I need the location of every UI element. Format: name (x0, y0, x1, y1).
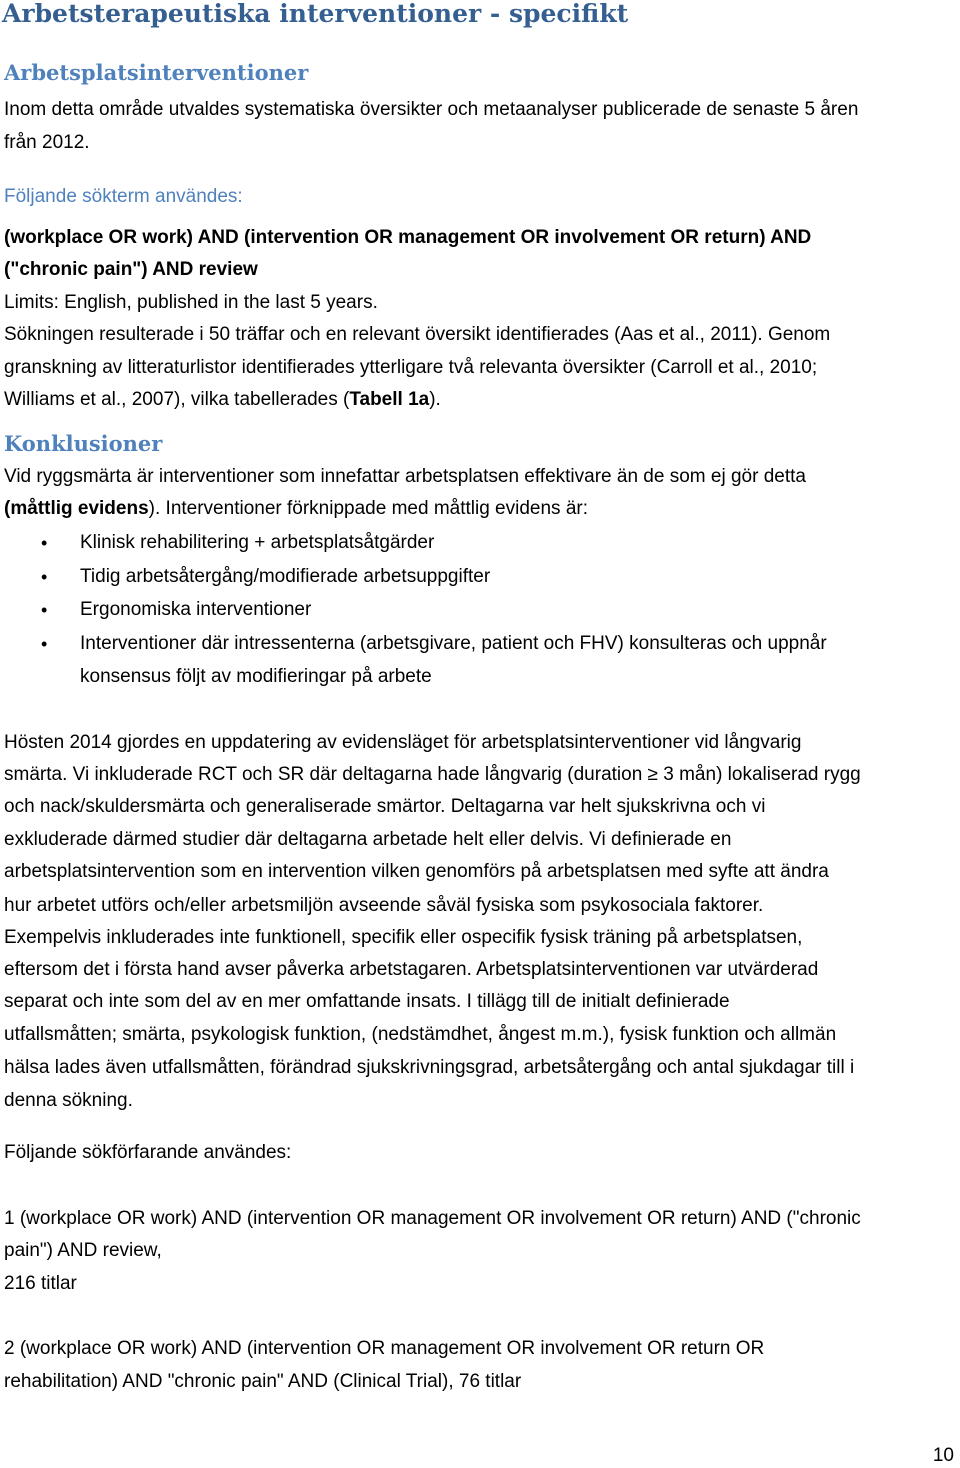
update-line-1: Hösten 2014 gjordes en uppdatering av evidensläget för arbetsplatsinterventioner vid långvarig (4, 732, 802, 753)
conclusion-line-2-text: ). Interventioner förknippade med måttlig evidens är: (148, 498, 588, 519)
search-limits: Limits: English, published in the last 5 years. (4, 292, 378, 313)
update-line-7: Exempelvis inkluderades inte funktionell, specifik eller ospecifik fysisk träning på arbetsplatsen, (4, 927, 803, 948)
bullet-item-2: Tidig arbetsåtergång/modifierade arbetsuppgifter (80, 566, 491, 587)
search-1-line-1: 1 (workplace OR work) AND (intervention OR management OR involvement OR return) AND ("chronic (4, 1208, 861, 1229)
bullet-icon: • (41, 634, 48, 654)
update-line-9: separat och inte som del av en mer omfattande insats. I tillägg till de initialt definierade (4, 991, 730, 1012)
search-2-line-1: 2 (workplace OR work) AND (intervention OR management OR involvement OR return OR (4, 1338, 765, 1359)
update-line-6: hur arbetet utförs och/eller arbetsmiljön avseende såväl fysiska som psykosociala faktorer. (4, 895, 764, 916)
update-line-2: smärta. Vi inkluderade RCT och SR där deltagarna hade långvarig (duration ≥ 3 mån) lokaliserad rygg (4, 764, 861, 785)
section-heading-workplace: Arbetsplatsinterventioner (4, 60, 309, 85)
bullet-icon: • (41, 567, 48, 587)
intro-line-2: från 2012. (4, 132, 90, 153)
result-line-3-text: Williams et al., 2007), vilka tabellerades ( (4, 389, 350, 410)
intro-line-1: Inom detta område utvaldes systematiska översikter och metaanalyser publicerade de senaste 5 åren (4, 99, 859, 120)
evidence-level: (måttlig evidens (4, 498, 149, 519)
search-1-line-2: pain") AND review, (4, 1240, 162, 1261)
bullet-item-1: Klinisk rehabilitering + arbetsplatsåtgärder (80, 532, 435, 553)
page-number: 10 (932, 1445, 954, 1466)
search-1-count: 216 titlar (4, 1273, 77, 1294)
update-line-3: och nack/skuldersmärta och generaliserade smärtor. Deltagarna var helt sjukskrivna och vi (4, 796, 766, 817)
conclusion-line-2 (4, 497, 588, 521)
search-query-line-2: ("chronic pain") AND review (4, 259, 258, 280)
bullet-icon: • (41, 600, 48, 620)
procedure-label: Följande sökförfarande användes: (4, 1142, 292, 1163)
search-term-label: Följande sökterm användes: (4, 186, 243, 207)
result-line-1: Sökningen resulterade i 50 träffar och en relevant översikt identifierades (Aas et al., 2011). Genom (4, 324, 831, 345)
conclusion-line-1: Vid ryggsmärta är interventioner som innefattar arbetsplatsen effektivare än de som ej gör detta (4, 466, 806, 487)
search-2-line-2: rehabilitation) AND "chronic pain" AND (Clinical Trial), 76 titlar (4, 1371, 522, 1392)
page-title: Arbetsterapeutiska interventioner - specifikt (2, 0, 629, 28)
update-line-8: eftersom det i första hand avser påverka arbetstagaren. Arbetsplatsinterventionen var utvärderad (4, 959, 819, 980)
table-reference: Tabell 1a (349, 389, 430, 410)
update-line-10: utfallsmåtten; smärta, psykologisk funktion, (nedstämdhet, ångest m.m.), fysisk funktion och allmän (4, 1024, 837, 1045)
section-heading-conclusions: Konklusioner (4, 431, 163, 456)
bullet-item-3: Ergonomiska interventioner (80, 599, 312, 620)
result-line-3-end: ). (429, 389, 441, 410)
bullet-icon: • (41, 533, 48, 553)
update-line-11: hälsa lades även utfallsmåtten, förändrad sjukskrivningsgrad, arbetsåtergång och antal sjukdagar till i (4, 1057, 855, 1078)
bullet-item-4-continued: konsensus följt av modifieringar på arbete (80, 666, 432, 687)
result-line-2: granskning av litteraturlistor identifierades ytterligare två relevanta översikter (Carroll et al., 2010; (4, 357, 818, 378)
update-line-12: denna sökning. (4, 1090, 133, 1111)
update-line-5: arbetsplatsintervention som en intervention vilken genomförs på arbetsplatsen med syfte att ändra (4, 861, 829, 882)
search-query-line-1: (workplace OR work) AND (intervention OR management OR involvement OR return) AND (4, 227, 812, 248)
update-line-4: exkluderade därmed studier där deltagarna arbetade helt eller delvis. Vi definierade en (4, 829, 732, 850)
bullet-item-4: Interventioner där intressenterna (arbetsgivare, patient och FHV) konsulteras och uppnår (80, 633, 827, 654)
result-line-3 (4, 388, 441, 412)
